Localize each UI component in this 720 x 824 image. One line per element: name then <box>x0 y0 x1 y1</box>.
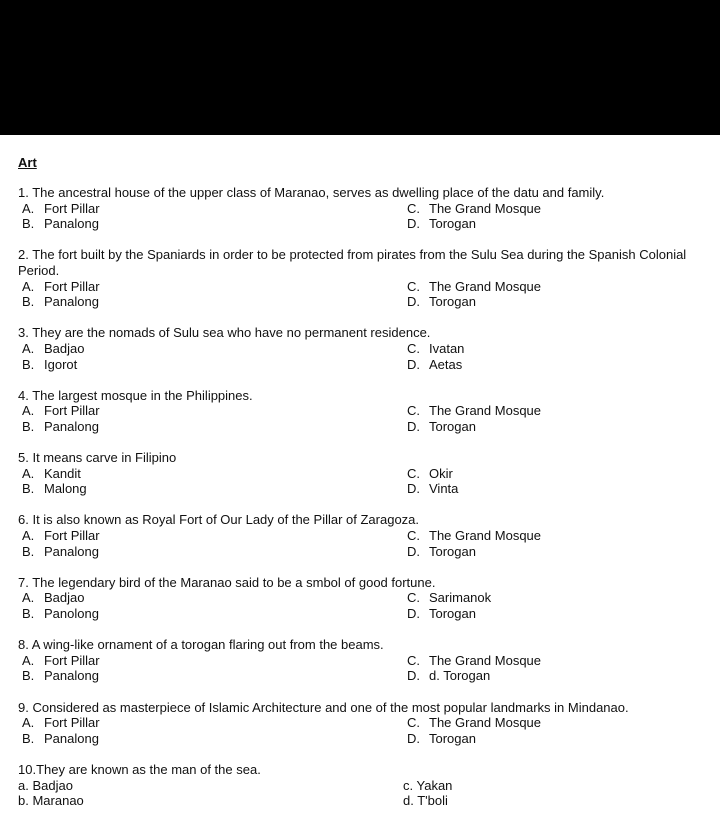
option-text: The Grand Mosque <box>429 715 542 731</box>
answer-option <box>403 466 720 482</box>
option-text: Kandit <box>44 465 81 481</box>
answer-option <box>403 590 720 606</box>
option-text: The Grand Mosque <box>429 528 542 544</box>
option-letter: B. <box>22 730 35 746</box>
option-text: Maranao <box>32 793 84 809</box>
option-letter: B. <box>22 356 35 372</box>
question-text: 4. The largest mosque in the Philippines. <box>18 387 253 403</box>
option-text: The Grand Mosque <box>429 403 542 419</box>
option-text: Panolong <box>44 606 99 622</box>
option-letter: D. <box>407 606 420 622</box>
option-letter: A. <box>22 528 35 544</box>
document-page <box>0 135 720 812</box>
option-letter: D. <box>407 216 420 232</box>
answer-option <box>403 341 720 357</box>
option-letter: A. <box>22 715 35 731</box>
option-letter: D. <box>407 418 420 434</box>
option-text: Panalong <box>44 294 99 310</box>
question-1 <box>18 185 720 232</box>
question-10 <box>18 762 720 809</box>
option-text: Yakan <box>416 777 453 793</box>
option-text: The Grand Mosque <box>429 200 542 216</box>
option-letter: D. <box>407 356 420 372</box>
option-letter: B. <box>22 606 35 622</box>
option-text: The Grand Mosque <box>429 278 542 294</box>
option-letter: c. <box>403 777 414 793</box>
option-letter: B. <box>22 418 35 434</box>
option-letter: C. <box>407 528 420 544</box>
answer-option <box>403 216 720 232</box>
answer-option <box>18 544 403 560</box>
answer-option <box>18 590 403 606</box>
answer-option <box>403 653 720 669</box>
option-letter: D. <box>407 294 420 310</box>
answer-option <box>18 357 403 373</box>
answer-option <box>18 403 403 419</box>
option-letter: D. <box>407 543 420 559</box>
option-letter: B. <box>22 294 35 310</box>
option-text: Torogan <box>429 294 476 310</box>
option-letter: a. <box>18 777 29 793</box>
option-text: T'boli <box>417 793 448 809</box>
answer-option <box>18 341 403 357</box>
question-3 <box>18 325 720 372</box>
answer-option <box>18 419 403 435</box>
option-text: Ivatan <box>429 340 465 356</box>
answer-option <box>403 606 720 622</box>
option-text: Okir <box>429 465 453 481</box>
option-text: Panalong <box>44 543 99 559</box>
option-letter: C. <box>407 715 420 731</box>
option-text: Fort Pillar <box>44 200 100 216</box>
answer-option <box>18 731 403 747</box>
answer-option <box>18 528 403 544</box>
option-text: Torogan <box>429 418 476 434</box>
answer-option <box>18 606 403 622</box>
answer-options <box>18 528 720 559</box>
option-letter: C. <box>407 465 420 481</box>
option-letter: D. <box>407 668 420 684</box>
option-letter: A. <box>22 590 35 606</box>
question-text: 9. Considered as masterpiece of Islamic Architecture and one of the most popular landmarks in Mindanao. <box>18 699 629 715</box>
answer-options <box>18 279 720 310</box>
answer-option <box>403 715 720 731</box>
answer-options <box>18 403 720 434</box>
option-text: Torogan <box>429 606 476 622</box>
option-text: Torogan <box>429 216 476 232</box>
option-letter: A. <box>22 652 35 668</box>
answer-option <box>18 294 403 310</box>
answer-options <box>18 341 720 372</box>
answer-option <box>403 481 720 497</box>
answer-option <box>18 668 403 684</box>
answer-option <box>18 793 403 809</box>
answer-option <box>18 279 403 295</box>
option-letter: C. <box>407 403 420 419</box>
option-letter: B. <box>22 543 35 559</box>
answer-option <box>403 793 720 809</box>
option-letter: C. <box>407 652 420 668</box>
option-letter: d. <box>403 793 414 809</box>
answer-option <box>403 668 720 684</box>
question-text: 6. It is also known as Royal Fort of Our Lady of the Pillar of Zaragoza. <box>18 512 420 528</box>
question-2 <box>18 247 720 309</box>
answer-option <box>18 715 403 731</box>
option-text: Vinta <box>429 481 459 497</box>
option-letter: B. <box>22 216 35 232</box>
option-letter: B. <box>22 668 35 684</box>
answer-options <box>18 653 720 684</box>
answer-option <box>403 279 720 295</box>
question-text: 2. The fort built by the Spaniards in order to be protected from pirates from the Sulu Sea during the Spanish Colonial Period. <box>18 247 687 278</box>
option-text: Fort Pillar <box>44 715 100 731</box>
answer-option <box>18 216 403 232</box>
option-letter: C. <box>407 340 420 356</box>
option-letter: D. <box>407 730 420 746</box>
question-text: 7. The legendary bird of the Maranao said to be a smbol of good fortune. <box>18 574 436 590</box>
question-6 <box>18 512 720 559</box>
answer-option <box>403 778 720 794</box>
answer-option <box>18 201 403 217</box>
option-text: Torogan <box>429 730 476 746</box>
option-letter: C. <box>407 278 420 294</box>
answer-option <box>18 778 403 794</box>
answer-options <box>18 466 720 497</box>
option-letter: A. <box>22 465 35 481</box>
answer-option <box>18 653 403 669</box>
option-letter: C. <box>407 590 420 606</box>
option-letter: A. <box>22 278 35 294</box>
option-text: Fort Pillar <box>44 403 100 419</box>
option-text: Torogan <box>429 543 476 559</box>
question-text: 10.They are known as the man of the sea. <box>18 761 261 777</box>
option-text: Panalong <box>44 730 99 746</box>
answer-option <box>403 544 720 560</box>
option-text: Badjao <box>32 777 73 793</box>
answer-option <box>403 294 720 310</box>
option-letter: C. <box>407 200 420 216</box>
option-letter: B. <box>22 481 35 497</box>
answer-option <box>18 481 403 497</box>
question-4 <box>18 388 720 435</box>
answer-option <box>403 528 720 544</box>
option-text: Igorot <box>44 356 78 372</box>
answer-option <box>403 419 720 435</box>
question-text: 5. It means carve in Filipino <box>18 450 177 466</box>
question-list <box>18 185 720 824</box>
option-text: The Grand Mosque <box>429 652 542 668</box>
answer-option <box>403 201 720 217</box>
question-8 <box>18 637 720 684</box>
answer-option <box>18 466 403 482</box>
question-text: 8. A wing-like ornament of a torogan flaring out from the beams. <box>18 637 384 653</box>
option-letter: D. <box>407 481 420 497</box>
section-title: Art <box>18 155 37 170</box>
answer-option <box>403 731 720 747</box>
option-letter: A. <box>22 403 35 419</box>
option-text: Panalong <box>44 418 99 434</box>
option-text: Fort Pillar <box>44 278 100 294</box>
answer-options <box>18 201 720 232</box>
option-text: d. Torogan <box>429 668 491 684</box>
answer-option <box>403 403 720 419</box>
question-7 <box>18 575 720 622</box>
question-5 <box>18 450 720 497</box>
option-text: Aetas <box>429 356 463 372</box>
option-text: Badjao <box>44 340 85 356</box>
option-text: Sarimanok <box>429 590 492 606</box>
answer-options <box>18 778 720 809</box>
option-letter: b. <box>18 793 29 809</box>
option-text: Panalong <box>44 668 99 684</box>
answer-options <box>18 715 720 746</box>
option-text: Malong <box>44 481 87 497</box>
option-letter: A. <box>22 200 35 216</box>
question-text: 3. They are the nomads of Sulu sea who have no permanent residence. <box>18 325 431 341</box>
option-letter: A. <box>22 340 35 356</box>
option-text: Fort Pillar <box>44 652 100 668</box>
question-9 <box>18 700 720 747</box>
option-text: Fort Pillar <box>44 528 100 544</box>
black-header-bar <box>0 0 720 135</box>
option-text: Panalong <box>44 216 99 232</box>
question-text: 1. The ancestral house of the upper class of Maranao, serves as dwelling place of the datu and family. <box>18 185 605 200</box>
answer-option <box>403 357 720 373</box>
answer-options <box>18 590 720 621</box>
option-text: Badjao <box>44 590 85 606</box>
